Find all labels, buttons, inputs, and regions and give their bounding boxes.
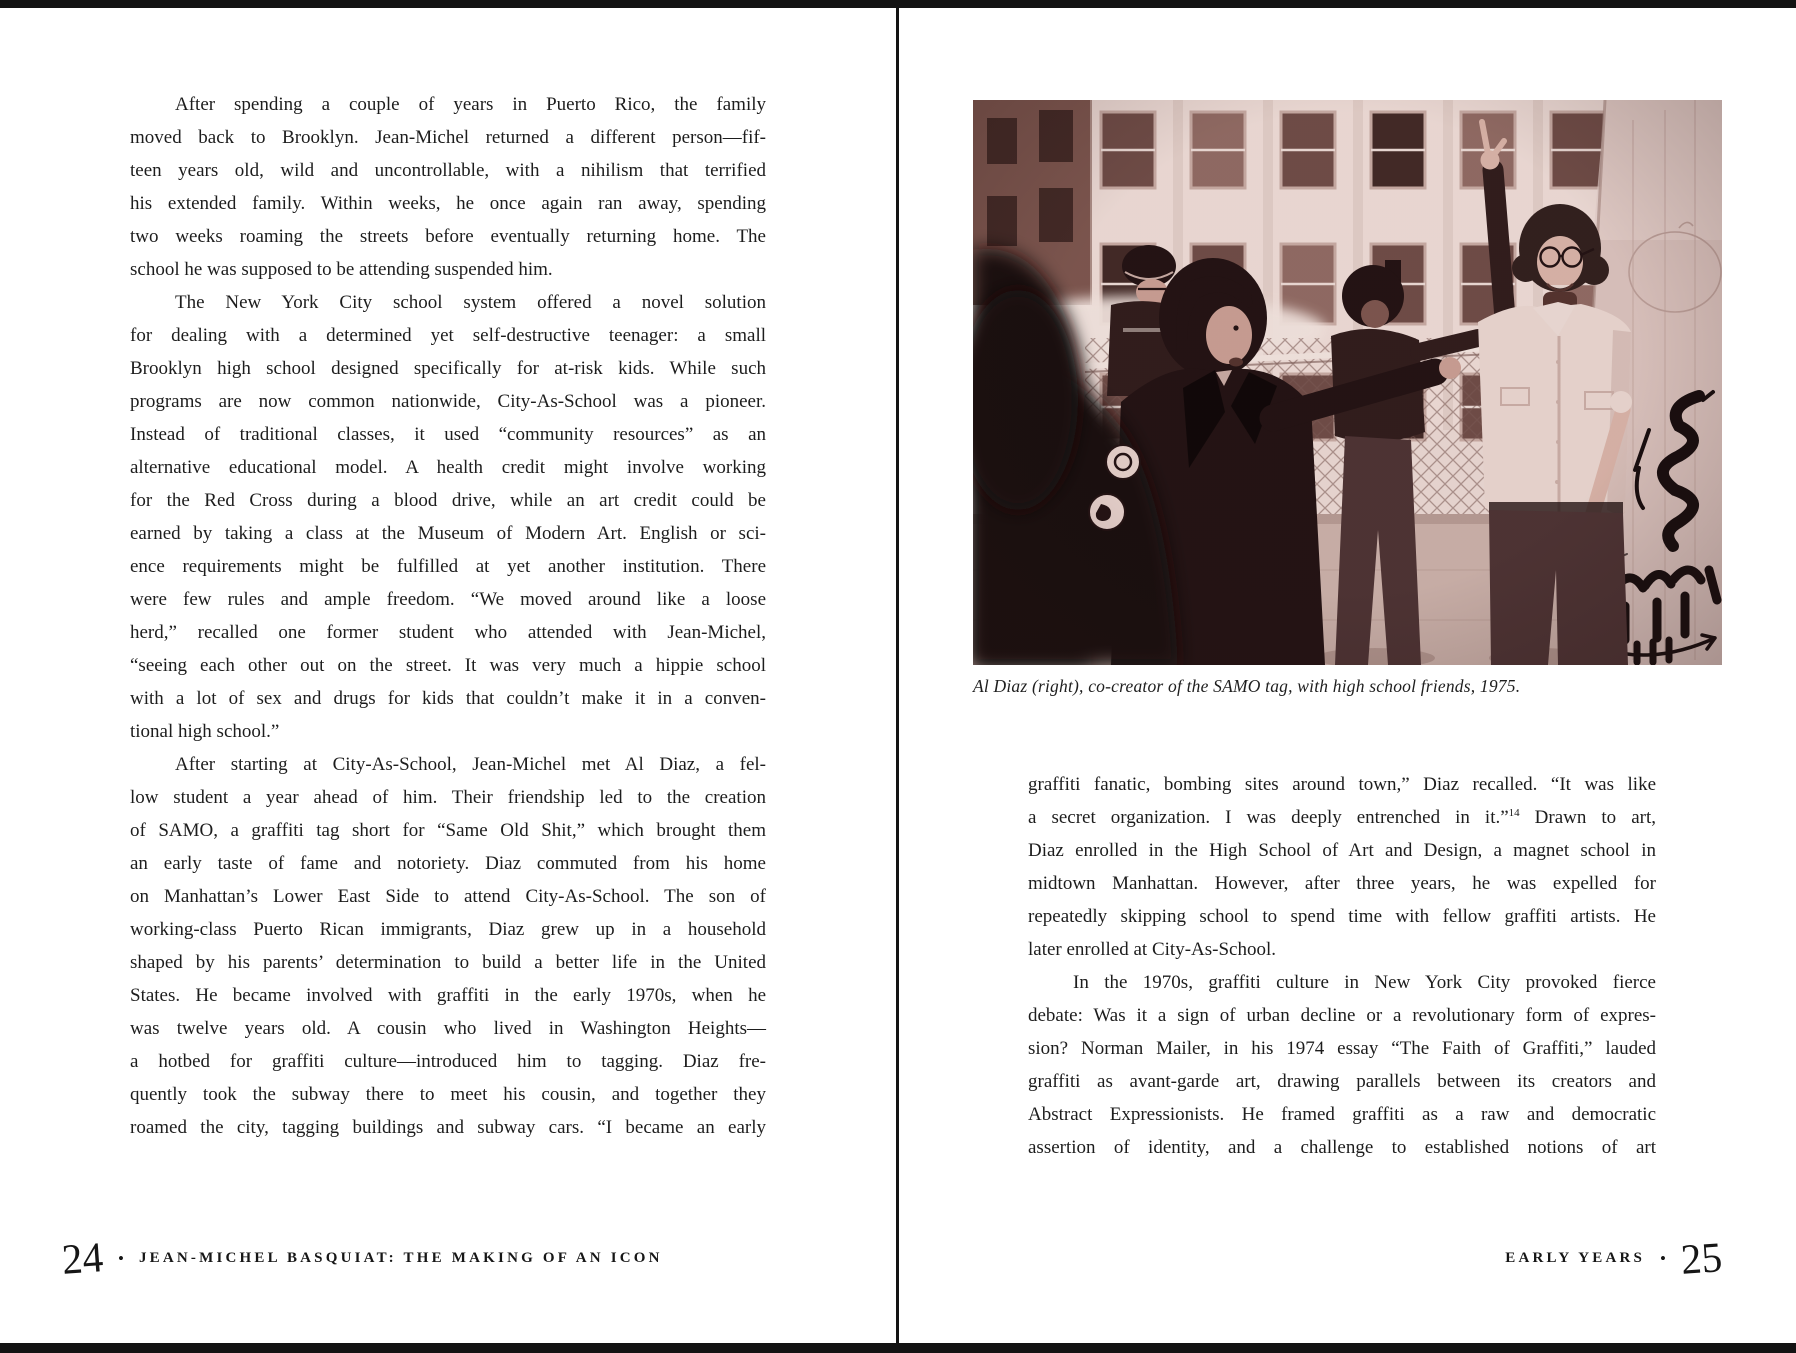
text-line: The New York City school system offered a novel solution: [175, 292, 766, 313]
text-line: After spending a couple of years in Puerto Rico, the family: [175, 94, 766, 115]
left-page-body-text: [130, 88, 766, 1144]
text-line: was twelve years old. A cousin who lived in Washington Heights—: [130, 1018, 766, 1039]
footer-bullet: •: [118, 1248, 124, 1268]
text-line: quently took the subway there to meet his cousin, and together they: [130, 1084, 766, 1105]
text-line: school he was supposed to be attending suspended him.: [130, 259, 553, 280]
text-line: for dealing with a determined yet self-destructive teenager: a small: [130, 325, 766, 346]
text-line: Diaz enrolled in the High School of Art and Design, a magnet school in: [1028, 840, 1656, 861]
left-running-title: JEAN-MICHEL BASQUIAT: THE MAKING OF AN ICON: [138, 1250, 663, 1266]
raised-arm: [1493, 170, 1506, 330]
text-line: two weeks roaming the streets before eventually returning home. The: [130, 226, 766, 247]
text-line: his extended family. Within weeks, he once again ran away, spending: [130, 193, 766, 214]
page-divider-rule: [896, 0, 899, 1353]
text-line: After starting at City-As-School, Jean-Michel met Al Diaz, a fel-: [175, 754, 766, 775]
left-page-number: 24: [60, 1232, 105, 1284]
text-line: shaped by his parents’ determination to build a better life in the United: [130, 952, 766, 973]
bottom-rule: [0, 1343, 1796, 1353]
left-footer: [60, 1232, 663, 1284]
text-line: low student a year ahead of him. Their friendship led to the creation: [130, 787, 766, 808]
right-page-body-text: [1028, 768, 1656, 1164]
text-line: Abstract Expressionists. He framed graffiti as a raw and democratic: [1028, 1104, 1656, 1125]
text-line: were few rules and ample freedom. “We moved around like a loose: [130, 589, 766, 610]
text-line: roamed the city, tagging buildings and subway cars. “I became an early: [130, 1117, 766, 1138]
text-line: sion? Norman Mailer, in his 1974 essay “The Faith of Graffiti,” lauded: [1028, 1038, 1656, 1059]
text-line: a secret organization. I was deeply entrenched in it.”$^{14}$ Drawn to art,: [1028, 807, 1656, 828]
text-line: teen years old, wild and uncontrollable, with a nihilism that terrified: [130, 160, 766, 181]
text-line: Instead of traditional classes, it used “community resources” as an: [130, 424, 766, 445]
text-line: States. He became involved with graffiti in the early 1970s, when he: [130, 985, 766, 1006]
photo-caption: Al Diaz (right), co-creator of the SAMO tag, with high school friends, 1975.: [973, 676, 1521, 696]
text-line: assertion of identity, and a challenge to established notions of art: [1028, 1137, 1656, 1158]
text-line: “seeing each other out on the street. It was very much a hippie school: [130, 655, 766, 676]
text-line: moved back to Brooklyn. Jean-Michel returned a different person—fif-: [130, 127, 766, 148]
text-line: In the 1970s, graffiti culture in New York City provoked fierce: [1073, 972, 1656, 993]
footer-bullet: •: [1660, 1248, 1666, 1268]
text-line: of SAMO, a graffiti tag short for “Same Old Shit,” which brought them: [130, 820, 766, 841]
right-footer: [1505, 1232, 1724, 1284]
footnote-marker: 14: [1508, 807, 1520, 819]
right-running-title: EARLY YEARS: [1505, 1250, 1646, 1266]
text-line: programs are now common nationwide, City-As-School was a pioneer.: [130, 391, 766, 412]
text-line: graffiti fanatic, bombing sites around town,” Diaz recalled. “It was like: [1028, 774, 1656, 795]
al-diaz-photograph: [973, 100, 1722, 665]
text-line: ence requirements might be fulfilled at yet another institution. There: [130, 556, 766, 577]
text-line: earned by taking a class at the Museum of Modern Art. English or sci-: [130, 523, 766, 544]
text-line: Brooklyn high school designed specifically for at-risk kids. While such: [130, 358, 766, 379]
text-line: later enrolled at City-As-School.: [1028, 939, 1276, 960]
text-line: with a lot of sex and drugs for kids that couldn’t make it in a conven-: [130, 688, 766, 709]
text-line: repeatedly skipping school to spend time with fellow graffiti artists. He: [1028, 906, 1656, 927]
text-line: on Manhattan’s Lower East Side to attend City-As-School. The son of: [130, 886, 766, 907]
text-line: graffiti as avant-garde art, drawing parallels between its creators and: [1028, 1071, 1656, 1092]
text-line: working-class Puerto Rican immigrants, Diaz grew up in a household: [130, 919, 766, 940]
text-line: debate: Was it a sign of urban decline or a revolutionary form of expres-: [1028, 1005, 1656, 1026]
al-diaz-photo-illustration: [973, 100, 1722, 665]
text-line: an early taste of fame and notoriety. Diaz commuted from his home: [130, 853, 766, 874]
text-line: for the Red Cross during a blood drive, while an art credit could be: [130, 490, 766, 511]
text-line: midtown Manhattan. However, after three years, he was expelled for: [1028, 873, 1656, 894]
text-line: a hotbed for graffiti culture—introduced him to tagging. Diaz fre-: [130, 1051, 766, 1072]
text-line: alternative educational model. A health credit might involve working: [130, 457, 766, 478]
text-line: tional high school.”: [130, 721, 280, 742]
right-page-number: 25: [1679, 1232, 1724, 1284]
text-line: herd,” recalled one former student who attended with Jean-Michel,: [130, 622, 766, 643]
